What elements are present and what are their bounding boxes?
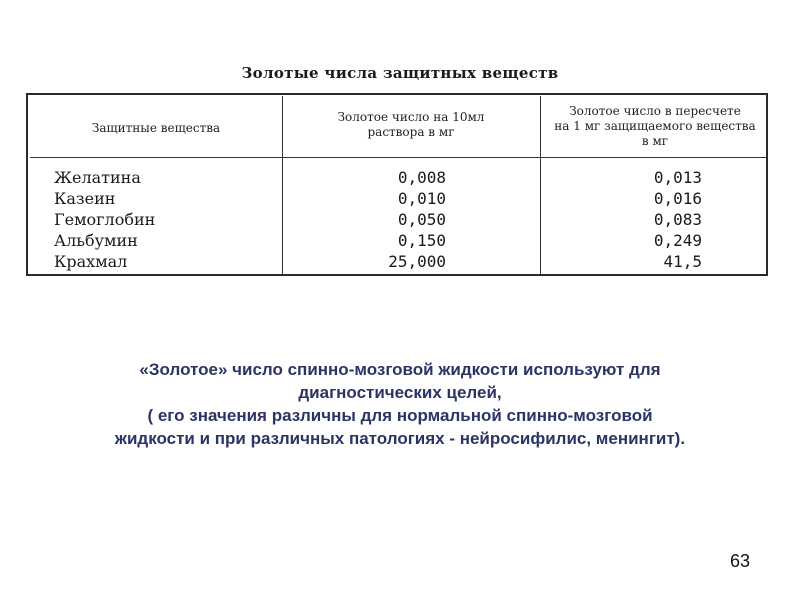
page-number: 63 <box>729 551 751 571</box>
table-cell-value: 0,008 <box>397 168 446 187</box>
column-gold-number-10ml <box>380 167 446 272</box>
table-left-border <box>26 93 28 276</box>
column-substance-names <box>54 167 155 272</box>
table-cell-name: Желатина <box>54 168 141 187</box>
header-substance <box>30 121 282 136</box>
header-line: Золотое число на 10мл <box>337 110 485 124</box>
table-column-divider <box>540 96 541 274</box>
table-cell-value: 0,050 <box>397 210 446 229</box>
table-title: Золотые числа защитных веществ <box>241 64 559 82</box>
table-column-divider <box>282 96 283 274</box>
table-header-divider <box>30 157 766 158</box>
table-bottom-border <box>26 274 768 276</box>
table-cell-value: 0,249 <box>653 231 702 250</box>
table-cell-value: 0,083 <box>653 210 702 229</box>
header-line: в мг <box>641 134 669 148</box>
table-cell-name: Казеин <box>54 189 116 208</box>
table-cell-value: 0,010 <box>397 189 446 208</box>
table-cell-name: Крахмал <box>54 252 128 271</box>
caption-text <box>20 358 780 450</box>
header-line: раствора в мг <box>367 125 455 139</box>
table-cell-name: Альбумин <box>54 231 138 250</box>
table-cell-value: 41,5 <box>663 252 702 271</box>
caption-line: ( его значения различны для нормальной спинно-мозговой <box>147 406 653 425</box>
table-cell-value: 0,013 <box>653 168 702 187</box>
table-cell-value: 25,000 <box>388 252 446 271</box>
header-line: на 1 мг защищаемого вещества <box>554 119 756 133</box>
header-line: Золотое число в пересчете <box>569 104 741 118</box>
caption-line: «Золотое» число спинно-мозговой жидкости используют для <box>139 360 661 379</box>
table-cell-value: 0,016 <box>653 189 702 208</box>
table-top-border <box>26 93 768 95</box>
header-substance-text: Защитные вещества <box>91 121 221 135</box>
table-cell-value: 0,150 <box>397 231 446 250</box>
header-gold-number-per-mg <box>544 104 766 149</box>
header-gold-number-10ml <box>286 110 536 140</box>
caption-line: диагностических целей, <box>298 383 502 402</box>
table-right-border <box>766 93 768 276</box>
caption-line: жидкости и при различных патологиях - нейросифилис, менингит). <box>114 429 686 448</box>
column-gold-number-per-mg <box>630 167 702 272</box>
table-cell-name: Гемоглобин <box>54 210 156 229</box>
